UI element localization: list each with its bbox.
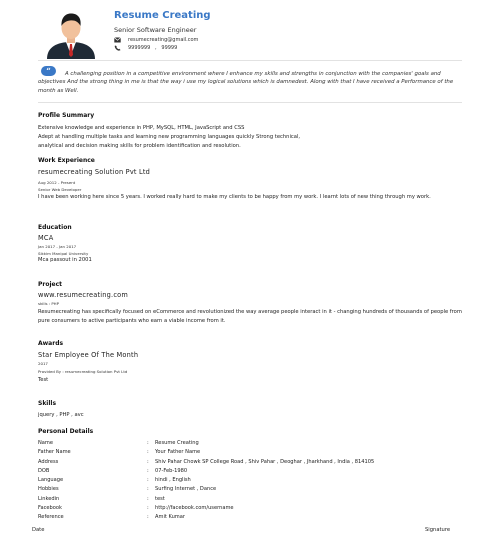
phone-line: [114, 45, 177, 51]
row-key: Name: [38, 440, 54, 446]
row-colon: :: [147, 477, 149, 484]
section-heading-personal: Personal Details: [38, 428, 94, 435]
row-key: Hobbies: [38, 486, 59, 493]
table-row: [38, 496, 468, 505]
award-provider: Provided By : resumecreating Solution Pvt Ltd: [38, 369, 128, 374]
table-row: [38, 514, 468, 523]
profile-line: analytical and decision making skills for problem identification and resolution.: [38, 143, 241, 149]
avatar: [43, 9, 99, 59]
table-row: [38, 459, 468, 468]
skills-list: jquery , PHP , avc: [38, 412, 84, 418]
row-key: Reference: [38, 514, 64, 521]
row-key: Facebook: [38, 505, 62, 512]
row-colon: :: [147, 467, 149, 474]
row-colon: :: [147, 449, 149, 456]
row-value: http://facebook.com/username: [155, 505, 234, 512]
row-colon: :: [147, 486, 149, 493]
row-key: Language: [38, 477, 64, 484]
date-label: Date: [32, 527, 45, 533]
divider: [38, 102, 462, 103]
row-key: Father Name: [38, 449, 71, 456]
section-heading-education: Education: [38, 224, 72, 231]
row-value: Shiv Pahar Chowk SP College Road , Shiv Pahar , Deoghar , Jharkhand , India , 814105: [155, 458, 375, 465]
row-key: Address: [38, 458, 59, 465]
project-skills: skills : PHP: [38, 301, 59, 306]
table-row: [38, 440, 468, 449]
row-value: Amit Kumar: [155, 514, 185, 521]
row-value: test: [155, 495, 165, 502]
phone-text: 9999999 , 99999: [128, 45, 178, 51]
row-key: DOB: [38, 467, 50, 474]
row-colon: :: [147, 458, 149, 465]
phone-icon: [114, 45, 121, 51]
project-description: Resumecreating has specifically focused on eCommerce and revolutionized the way average people interact in it - changing hundreds of thousands of people from pure consumers to active participants who earn a viable income from it.: [38, 309, 462, 324]
row-colon: :: [147, 514, 149, 521]
row-key: Linkedin: [38, 495, 60, 502]
education-note: Mca passout in 2001: [38, 257, 92, 263]
row-colon: :: [147, 440, 149, 446]
experience-company: resumecreating Solution Pvt Ltd: [38, 168, 151, 176]
education-dates: Jan 2017 - Jan 2017: [38, 244, 77, 249]
section-heading-awards: Awards: [38, 340, 64, 347]
project-name: www.resumecreating.com: [38, 291, 129, 299]
table-row: [38, 477, 468, 486]
table-row: [38, 449, 468, 458]
row-value: Surfing Internet , Dance: [155, 486, 217, 493]
experience-role: Senior Web Developer: [38, 187, 82, 192]
award-note: Test: [38, 377, 49, 383]
row-value: hindi , English: [155, 477, 191, 484]
profile-line: Adept at handling multiple tasks and learning new programming languages quickly Strong technical,: [38, 134, 301, 140]
table-row: [38, 505, 468, 514]
experience-description: I have been working here since 5 years. I worked really hard to make my clients to be happy from my work. I learnt lots of new thing through my work.: [38, 194, 431, 200]
profile-line: Extensive knowledge and experience in PHP, MySQL, HTML, JavaScript and CSS: [38, 125, 245, 131]
quote-icon: “: [41, 66, 56, 76]
section-heading-profile: Profile Summary: [38, 112, 95, 119]
row-value: Your Father Name: [155, 449, 201, 456]
row-value: 07-Feb-1980: [155, 467, 188, 474]
row-colon: :: [147, 505, 149, 512]
section-heading-project: Project: [38, 281, 63, 288]
job-title: Senior Software Engineer: [114, 26, 197, 34]
email-text: resumecreating@gmail.com: [128, 37, 199, 43]
signature-label: Signature: [425, 527, 451, 533]
divider: [38, 60, 462, 61]
experience-dates: Aug 2012 - Present: [38, 180, 76, 185]
row-colon: :: [147, 495, 149, 502]
row-value: Resume Creating: [155, 440, 199, 446]
table-row: [38, 468, 468, 477]
education-degree: MCA: [38, 234, 54, 242]
objective-text: A challenging position in a competitive environment where I enhance my skills and strengths in conjunction with the companies' goals and objectives And the strong thing in me is that the way i use my logical solutions which is damnedest. Along with that I have received a Performance of the month as Well.: [38, 71, 454, 94]
award-title: Star Employee Of The Month: [38, 351, 139, 359]
education-institute: Sikkim Manipal University: [38, 251, 89, 256]
envelope-icon: [114, 37, 121, 43]
resume-name: Resume Creating: [114, 10, 211, 21]
table-row: [38, 486, 468, 495]
section-heading-skills: Skills: [38, 400, 57, 407]
section-heading-experience: Work Experience: [38, 157, 95, 164]
email-line: [114, 37, 198, 43]
award-year: 2017: [38, 361, 48, 366]
personal-details-table: [38, 440, 468, 524]
